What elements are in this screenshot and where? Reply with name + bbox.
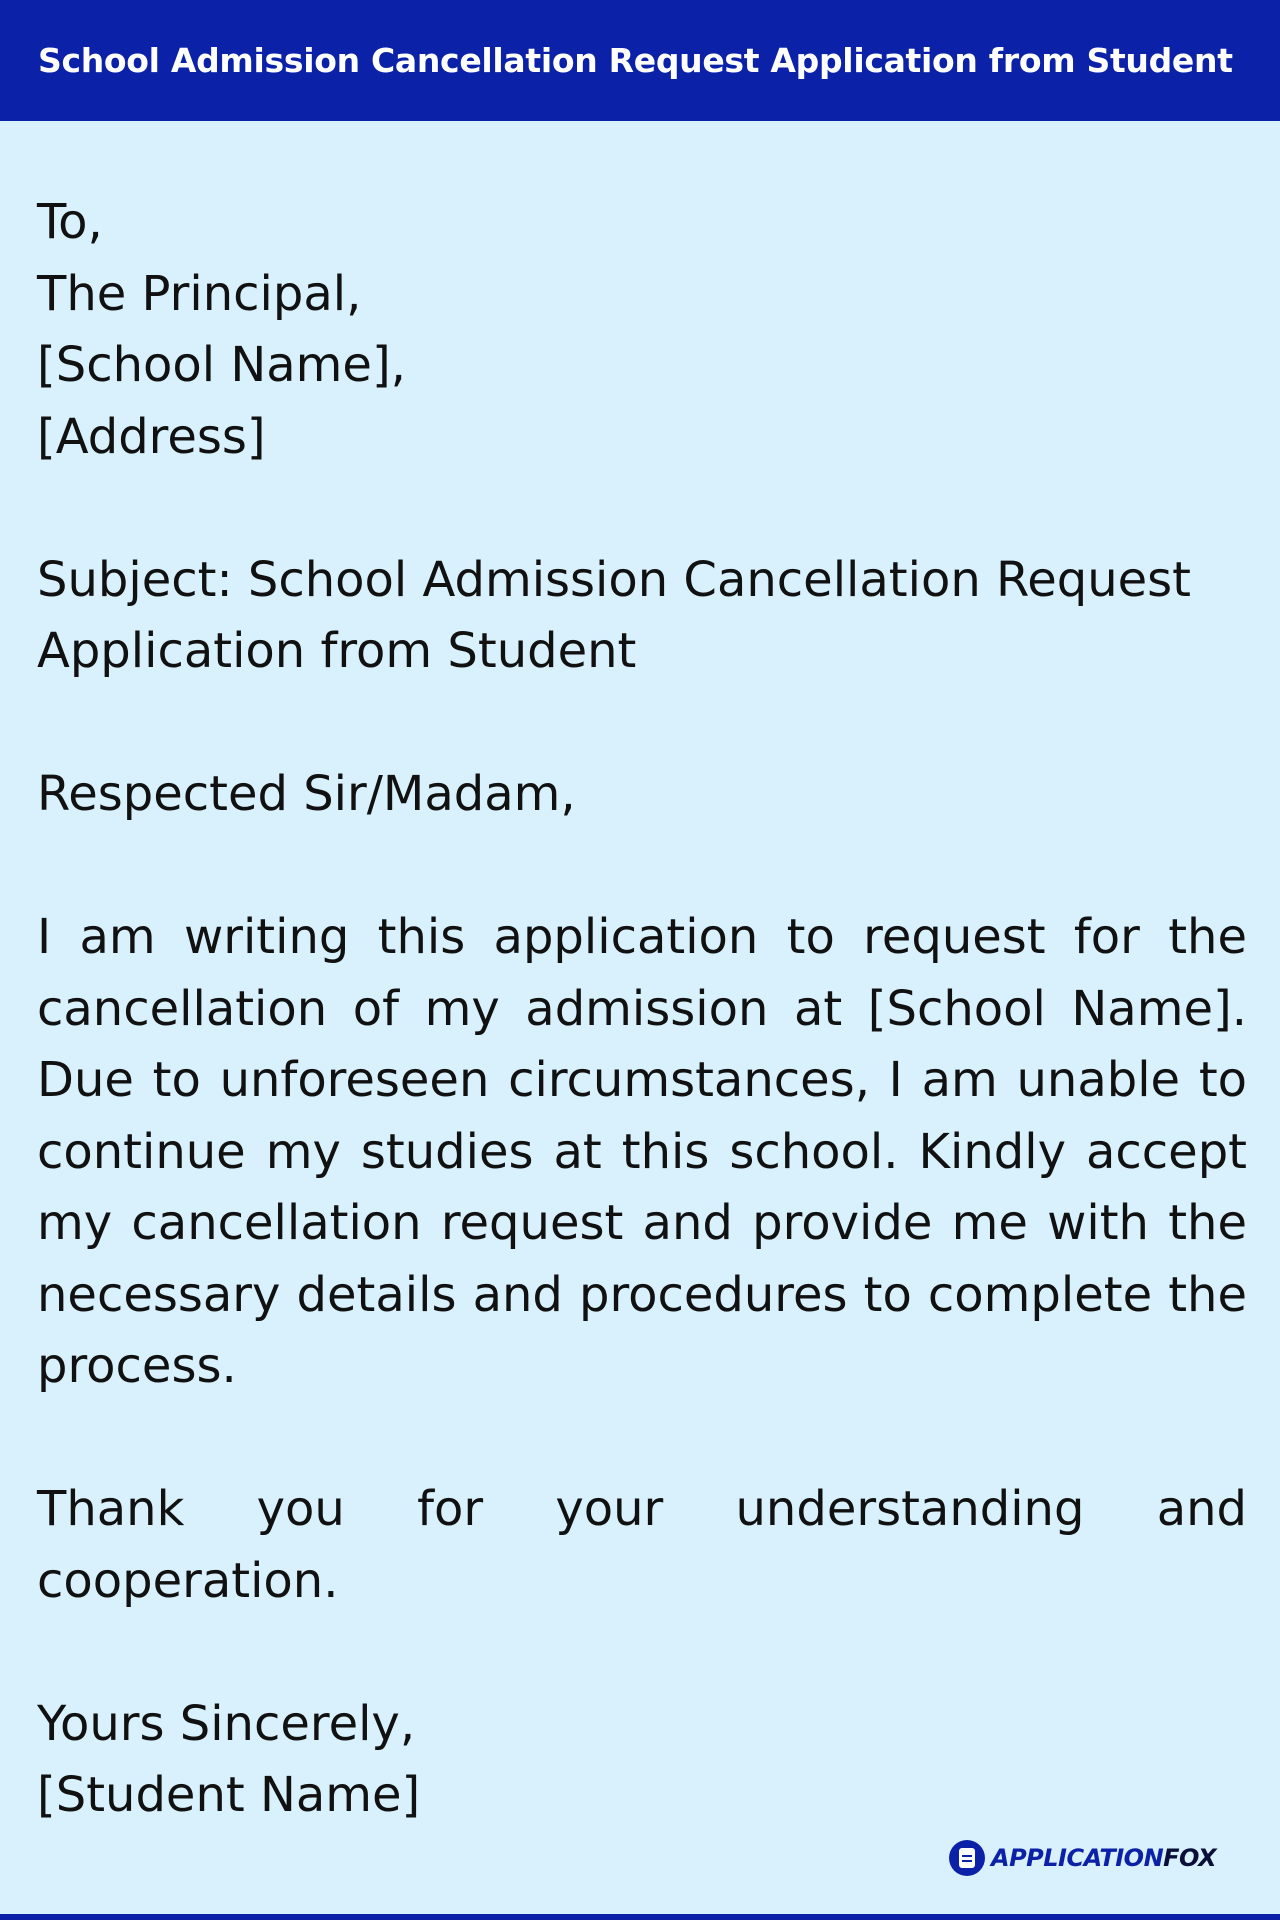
recipient-line: To, <box>37 194 103 250</box>
recipient-line: The Principal, <box>37 265 362 322</box>
bottom-border <box>0 1914 1280 1920</box>
signature: [Student Name] <box>37 1767 421 1823</box>
header-bar <box>0 0 1280 121</box>
salutation: Respected Sir/Madam, <box>37 766 576 822</box>
applicationfox-logo <box>949 1838 1216 1878</box>
recipient-line: [School Name], <box>37 337 406 393</box>
document-icon <box>949 1840 985 1876</box>
thanks-paragraph: Thank you for your understanding and cooperation. <box>37 1481 1247 1609</box>
logo-text: APPLICATIONFOX <box>991 1844 1217 1872</box>
letter-body <box>37 187 1247 1832</box>
closing: Yours Sincerely, <box>37 1695 416 1752</box>
recipient-line: [Address] <box>37 408 266 465</box>
page-title: School Admission Cancellation Request Application from Student <box>38 41 1233 80</box>
body-paragraph: I am writing this application to request for the cancellation of my admission at [School Name]. Due to unforeseen circumstances, I am unable to continue my studies at this school. Kindly accept my cancellation request and provide me with the necessary details and procedures to complete the process. <box>37 909 1247 1394</box>
subject-line: Subject: School Admission Cancellation Request Application from Student <box>37 551 1191 679</box>
